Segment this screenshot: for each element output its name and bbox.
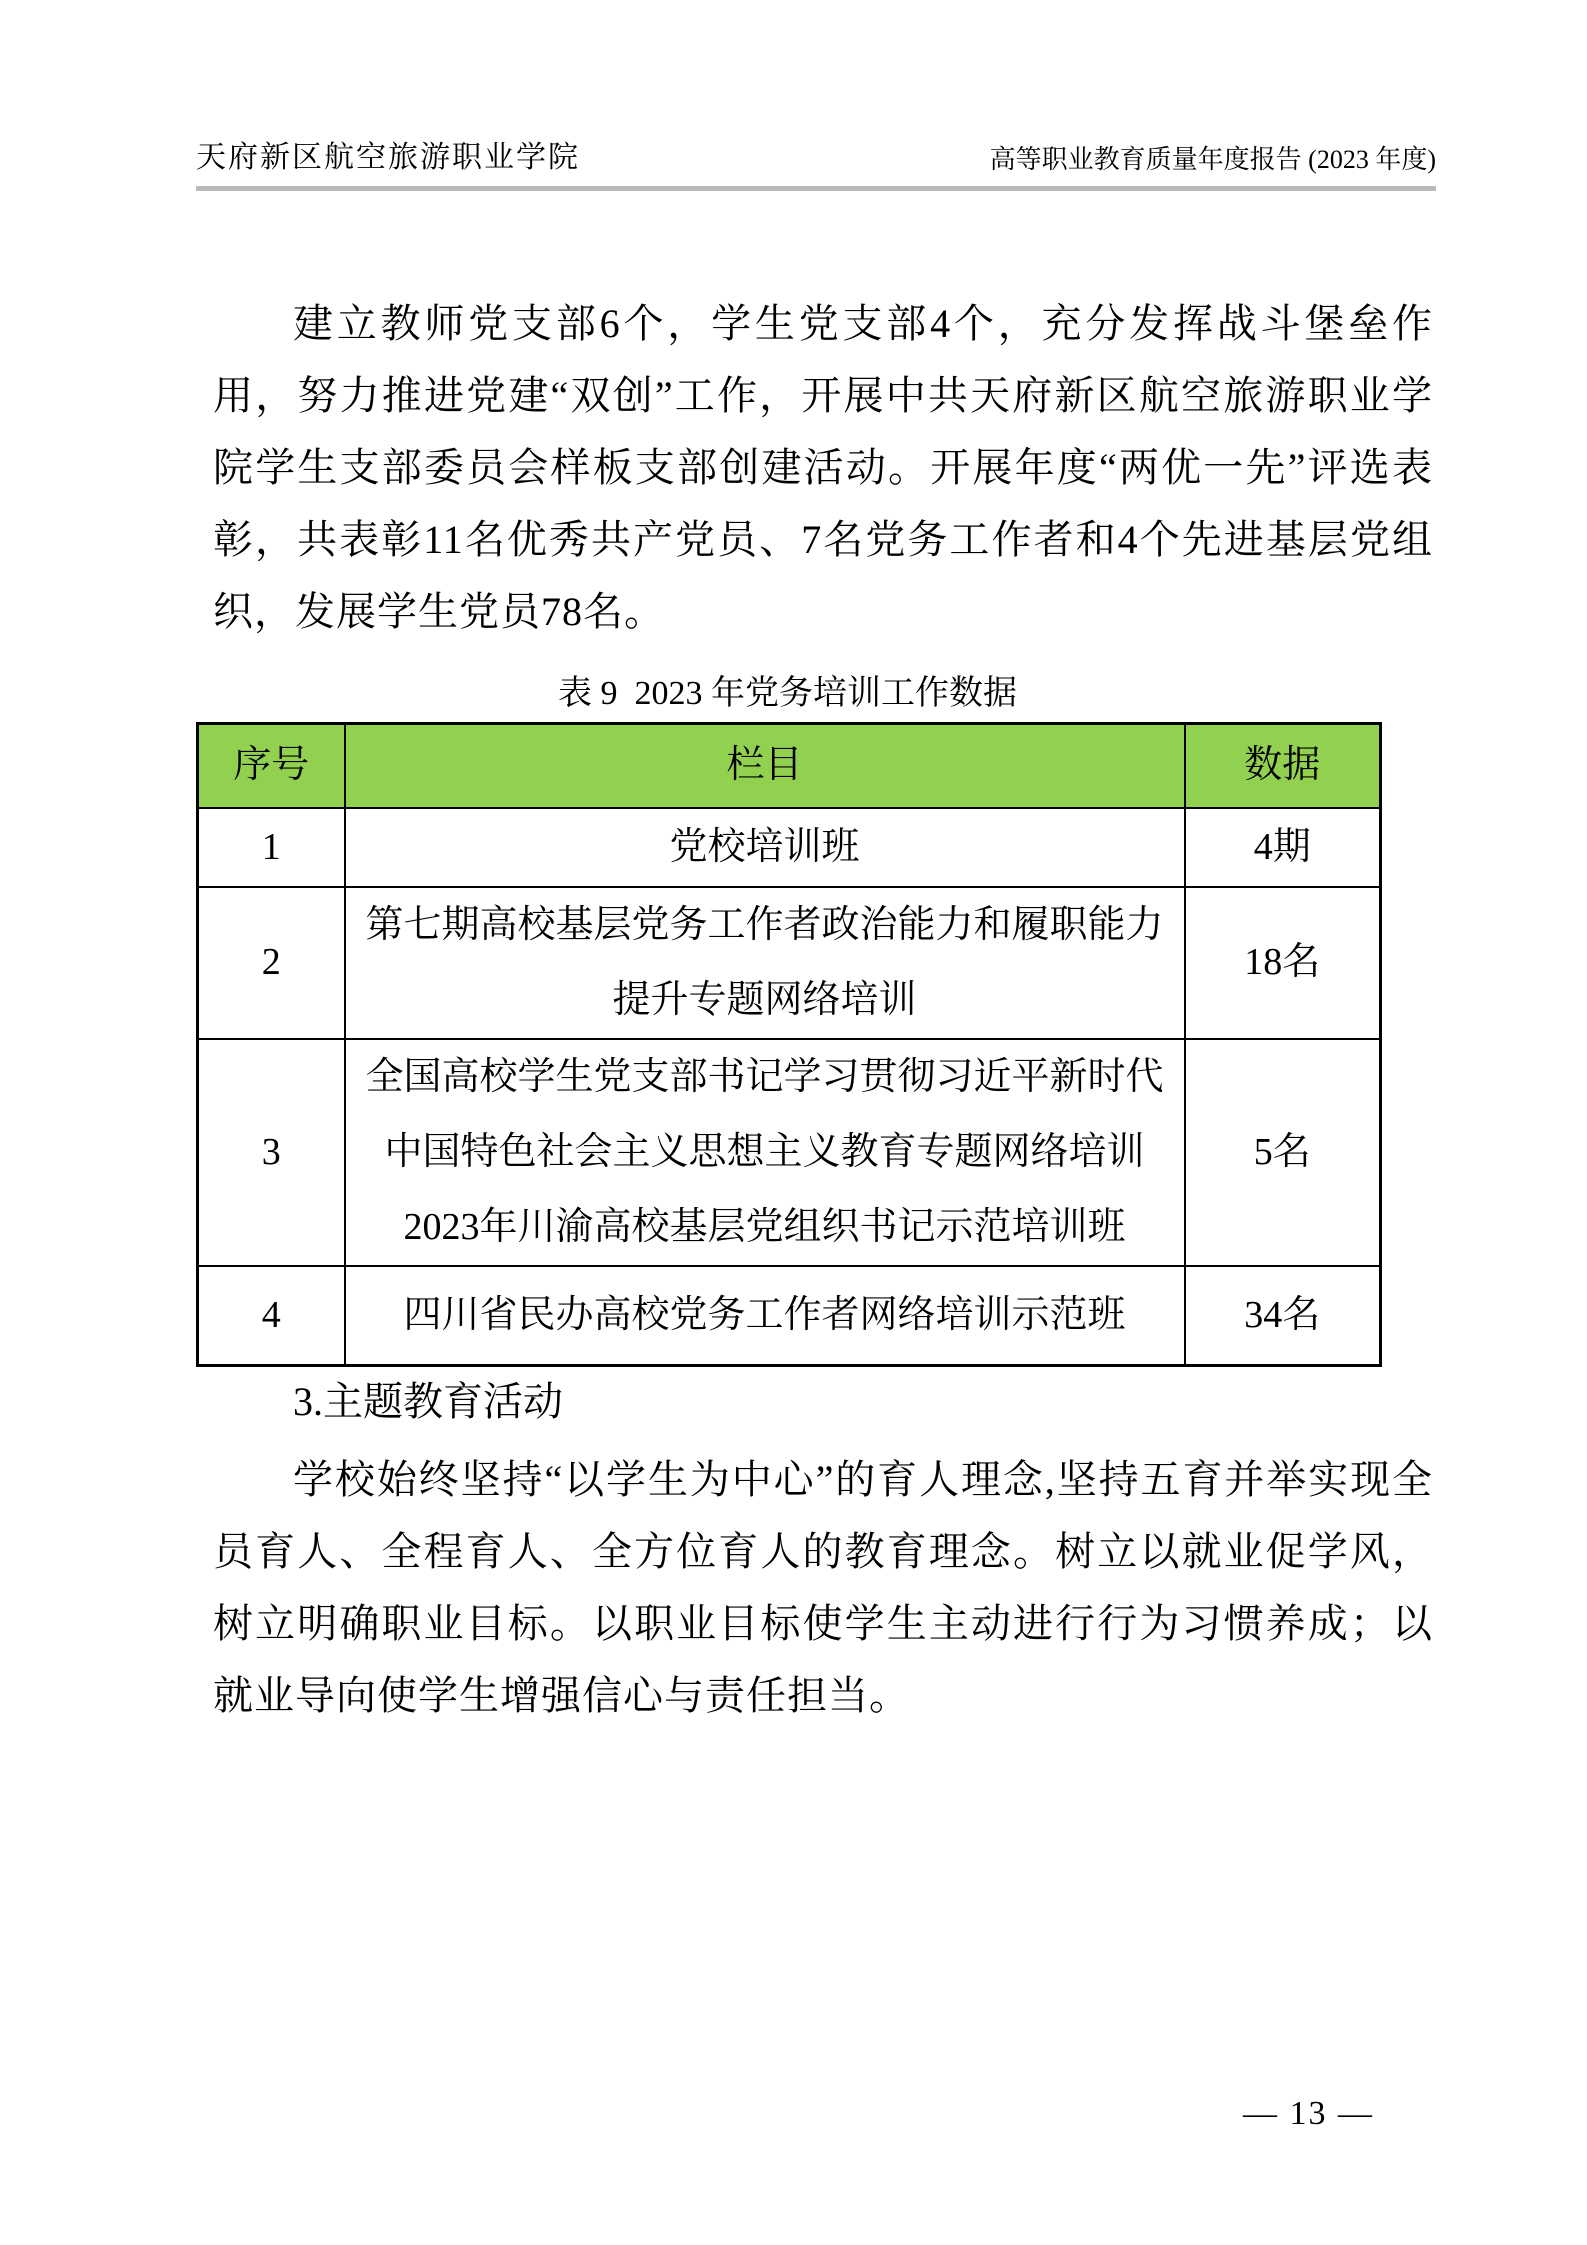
table-row bbox=[198, 1266, 1381, 1366]
running-header bbox=[196, 118, 1436, 191]
paragraph-party-branches: 建立教师党支部6个，学生党支部4个，充分发挥战斗堡垒作用，努力推进党建“双创”工作，开展中共天府新区航空旅游职业学院学生支部委员会样板支部创建活动。开展年度“两优一先”评选表彰，共表彰11名优秀共产党员、7名党务工作者和4个先进基层党组织，发展学生党员78名。 bbox=[213, 301, 1433, 634]
cell-value: 5名 bbox=[1185, 1039, 1381, 1266]
table-row bbox=[198, 1039, 1381, 1266]
cell-item: 第七期高校基层党务工作者政治能力和履职能力提升专题网络培训 bbox=[345, 887, 1185, 1039]
cell-item bbox=[345, 1039, 1185, 1266]
cell-value: 18名 bbox=[1185, 887, 1381, 1039]
page-number: — 13 — bbox=[1243, 2095, 1374, 2132]
cell-no: 2 bbox=[198, 887, 345, 1039]
table-row bbox=[198, 808, 1381, 887]
cell-value: 4期 bbox=[1185, 808, 1381, 887]
cell-no: 3 bbox=[198, 1039, 345, 1266]
party-training-data-table bbox=[196, 722, 1382, 1367]
column-header-item: 栏目 bbox=[345, 724, 1185, 808]
table-header-row bbox=[198, 724, 1381, 808]
header-report-title: 高等职业教育质量年度报告 (2023 年度) bbox=[989, 145, 1436, 174]
table-row bbox=[198, 887, 1381, 1039]
cell-no: 4 bbox=[198, 1266, 345, 1366]
cell-value: 34名 bbox=[1185, 1266, 1381, 1366]
cell-item: 党校培训班 bbox=[345, 808, 1185, 887]
column-header-no: 序号 bbox=[198, 724, 345, 808]
header-school-name: 天府新区航空旅游职业学院 bbox=[196, 141, 580, 174]
cell-item-line: 2023年川渝高校基层党组织书记示范培训班 bbox=[403, 1205, 1126, 1248]
table-caption: 表 9 2023 年党务培训工作数据 bbox=[558, 675, 1017, 712]
cell-no: 1 bbox=[198, 808, 345, 887]
paragraph-theme-education: 学校始终坚持“以学生为中心”的育人理念,坚持五育并举实现全员育人、全程育人、全方位育人的教育理念。树立以就业促学风，树立明确职业目标。以职业目标使学生主动进行行为习惯养成；以就业导向使学生增强信心与责任担当。 bbox=[213, 1457, 1433, 1718]
cell-item: 四川省民办高校党务工作者网络培训示范班 bbox=[345, 1266, 1185, 1366]
cell-item-line: 全国高校学生党支部书记学习贯彻习近平新时代中国特色社会主义思想主义教育专题网络培训 bbox=[365, 1055, 1164, 1173]
section-heading-theme-education: 3.主题教育活动 bbox=[293, 1379, 563, 1424]
column-header-data: 数据 bbox=[1185, 724, 1381, 808]
